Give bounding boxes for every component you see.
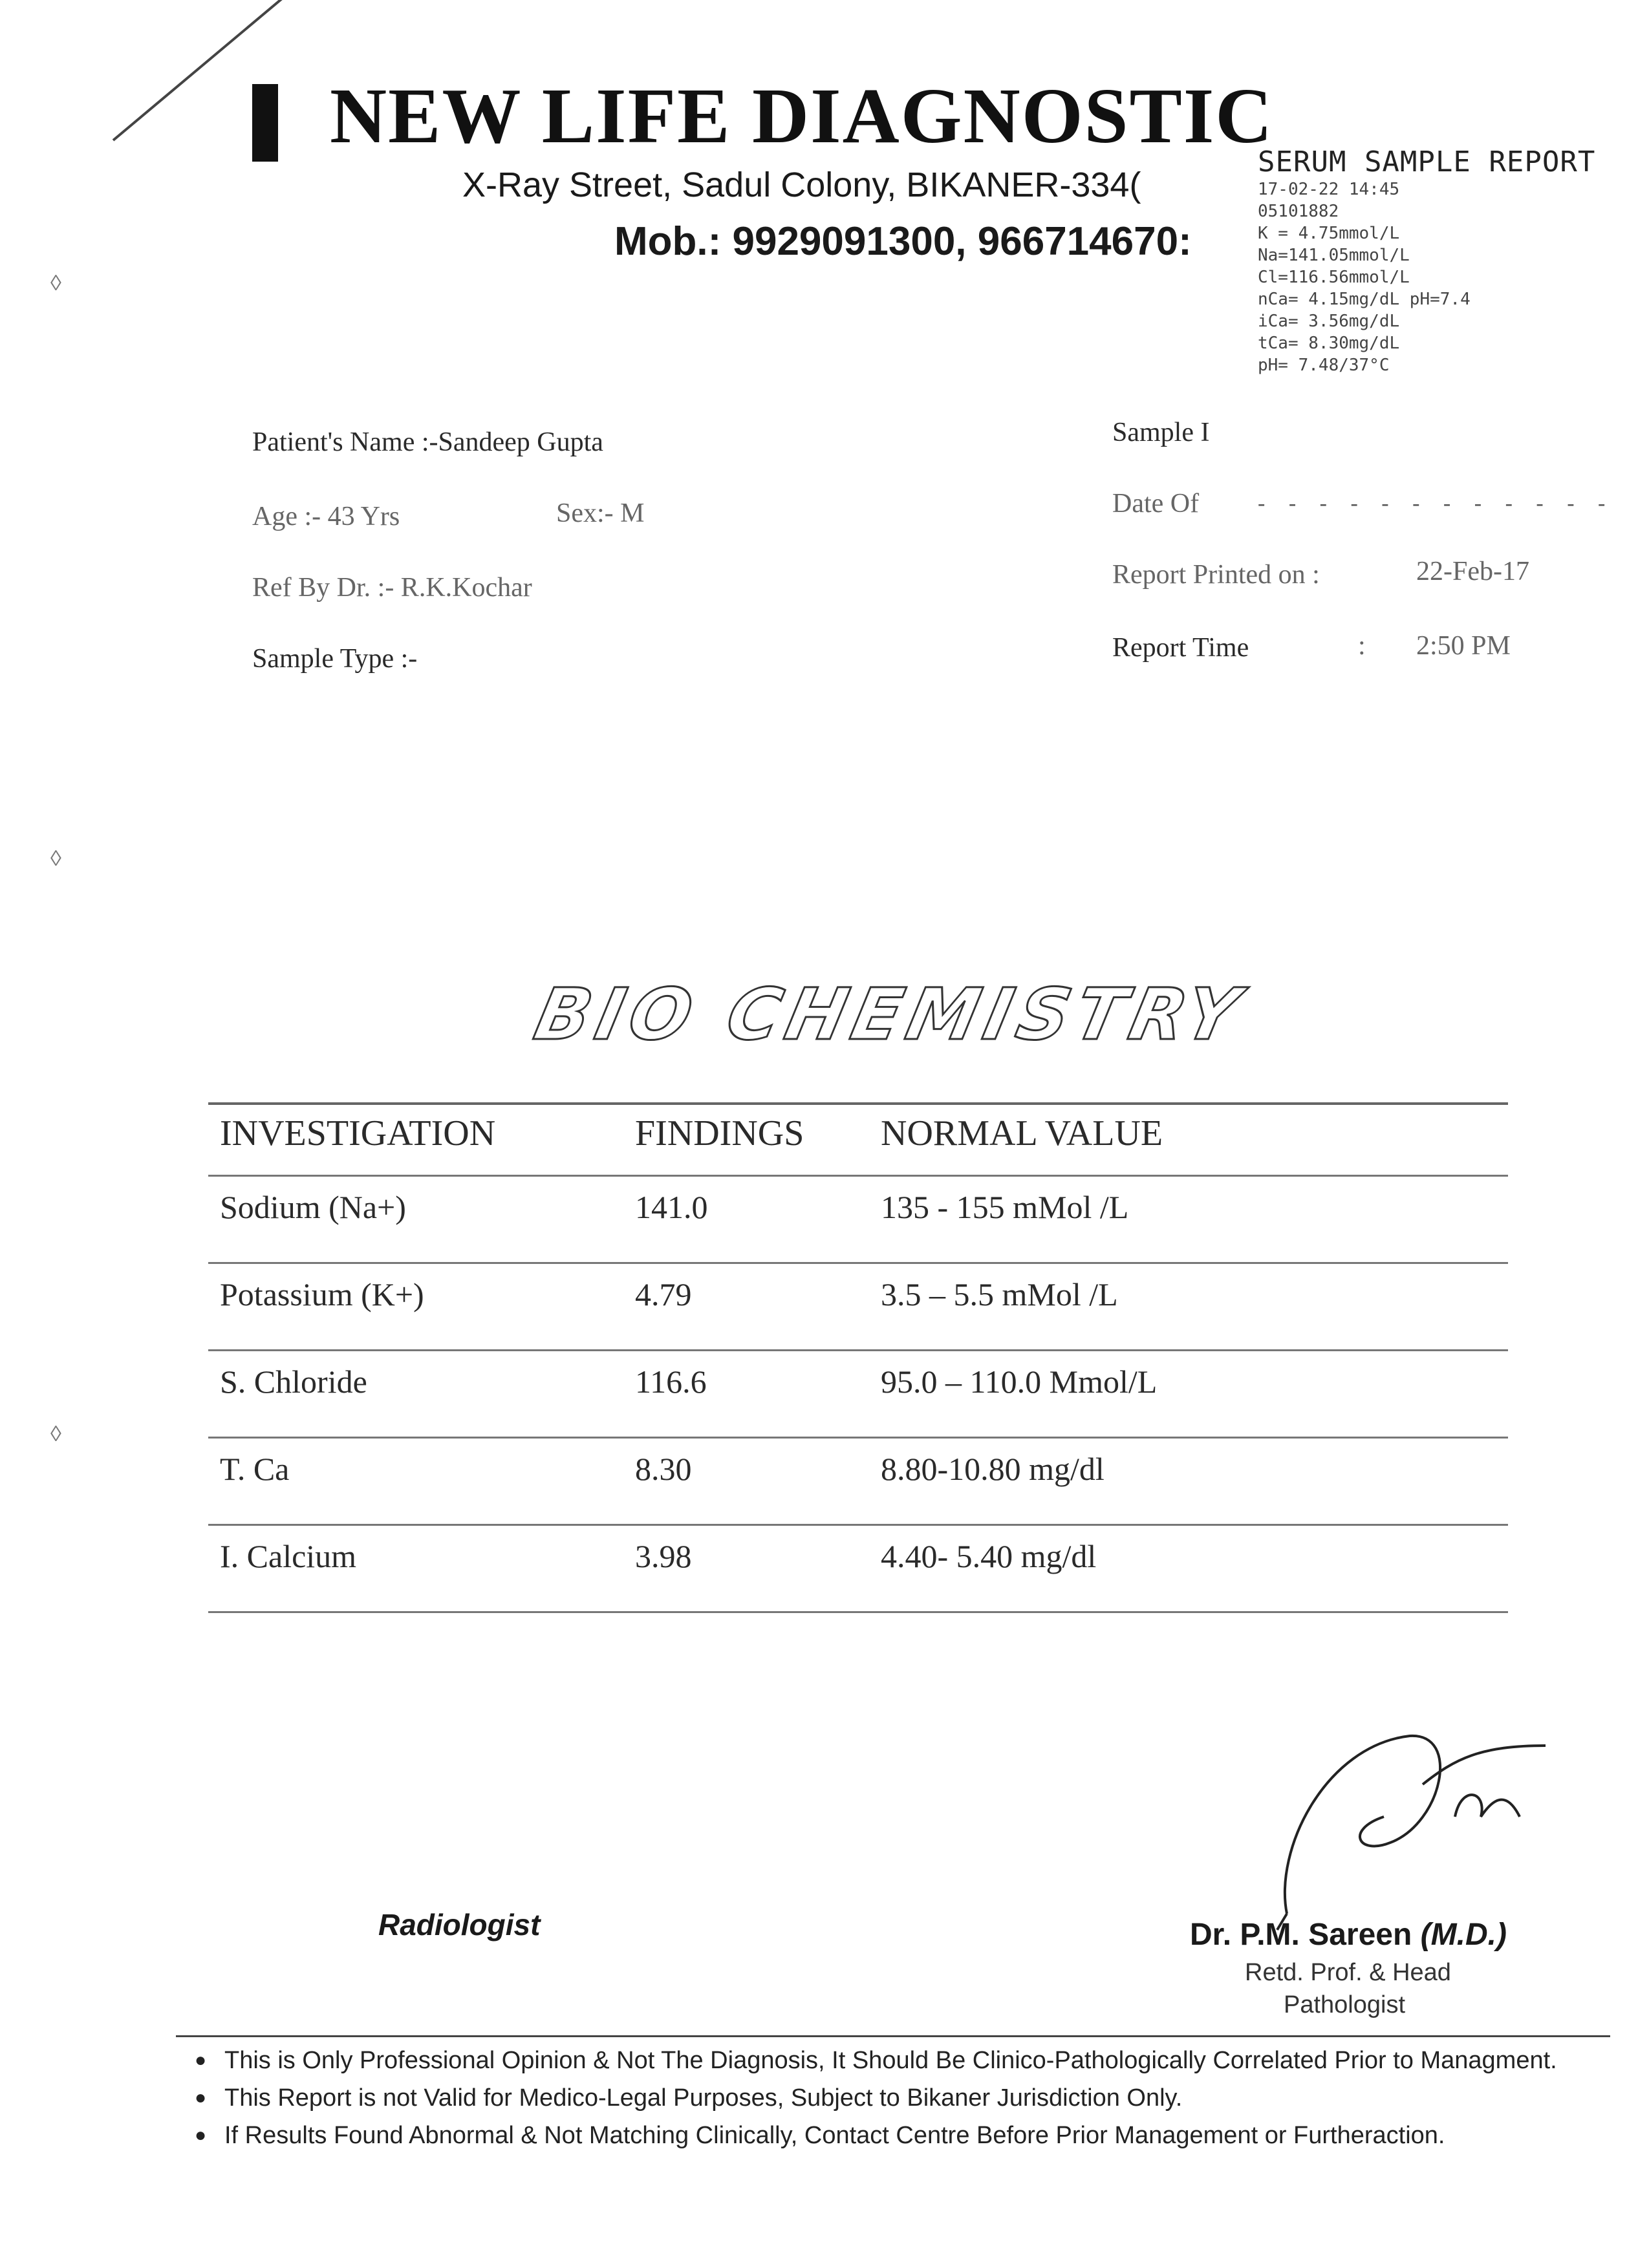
footer-note-text: If Results Found Abnormal & Not Matching Clinically, Contact Centre Before Prior Management or Furtheraction. — [224, 2122, 1445, 2149]
slip-line: Na=141.05mmol/L — [1258, 246, 1410, 265]
slip-line: K = 4.75mmol/L — [1258, 224, 1400, 243]
slip-line: iCa= 3.56mg/dL — [1258, 312, 1400, 331]
slip-line: nCa= 4.15mg/dL pH=7.4 — [1258, 290, 1471, 309]
patient-age: Age :- 43 Yrs — [252, 502, 400, 531]
normal-value-cell: 95.0 – 110.0 Mmol/L — [881, 1364, 1158, 1400]
investigation-cell: Potassium (K+) — [220, 1276, 424, 1312]
finding-cell: 8.30 — [635, 1451, 692, 1487]
results-table — [208, 1102, 1508, 1613]
report-printed-value: 22-Feb-17 — [1416, 557, 1529, 586]
sample-type: Sample Type :- — [252, 644, 418, 674]
lab-phone: Mob.: 9929091300, 966714670: — [614, 219, 1192, 264]
column-header-findings: FINDINGS — [635, 1113, 804, 1153]
footer-note-text: This is Only Professional Opinion & Not The Diagnosis, It Should Be Clinico-Pathologically Correlated Prior to Managment. — [224, 2047, 1557, 2074]
doctor-title: Retd. Prof. & Head — [1245, 1959, 1451, 1986]
normal-value-cell: 135 - 155 mMol /L — [881, 1189, 1129, 1225]
doctor-degree: (M.D.) — [1420, 1918, 1507, 1952]
report-time-value: 2:50 PM — [1416, 631, 1511, 661]
table-row — [208, 1262, 1508, 1349]
lab-name: NEW LIFE DIAGNOSTIC — [330, 72, 1274, 160]
column-header-investigation: INVESTIGATION — [220, 1113, 496, 1153]
handwritten-signature — [1248, 1720, 1571, 1933]
table-header-row — [208, 1102, 1508, 1175]
finding-cell: 4.79 — [635, 1276, 692, 1312]
normal-value-cell: 8.80-10.80 mg/dl — [881, 1451, 1105, 1487]
slip-line: 17-02-22 14:45 — [1258, 180, 1400, 199]
table-row — [208, 1437, 1508, 1524]
footer-note-text: This Report is not Valid for Medico-Legal Purposes, Subject to Bikaner Jurisdiction Only. — [224, 2084, 1183, 2112]
scan-mark: ◊ — [50, 847, 61, 871]
logo-slash — [113, 0, 318, 142]
scan-mark: ◊ — [50, 1422, 61, 1446]
footer-divider — [176, 2035, 1610, 2037]
report-printed-label: Report Printed on : — [1112, 560, 1320, 590]
bullet-icon: ● — [195, 2087, 207, 2108]
footer-notes — [191, 2042, 1626, 2154]
patient-sex: Sex:- M — [556, 498, 645, 528]
doctor-prefix: Dr. — [1190, 1918, 1240, 1952]
report-time-colon: : — [1358, 631, 1366, 661]
slip-line: 05101882 — [1258, 202, 1339, 221]
normal-value-cell: 4.40- 5.40 mg/dl — [881, 1538, 1097, 1574]
table-row — [208, 1524, 1508, 1613]
bullet-icon: ● — [195, 2124, 207, 2146]
investigation-cell: S. Chloride — [220, 1364, 367, 1400]
slip-title: SERUM SAMPLE REPORT — [1258, 145, 1596, 178]
date-value: - - - - - - - - - - - - — [1258, 491, 1615, 515]
finding-cell: 141.0 — [635, 1189, 708, 1225]
sample-id-label: Sample I — [1112, 418, 1210, 447]
footer-note — [191, 2117, 1626, 2154]
patient-name: Patient's Name :-Sandeep Gupta — [252, 427, 603, 457]
report-time-label: Report Time — [1112, 633, 1249, 663]
radiologist-label: Radiologist — [378, 1908, 541, 1942]
footer-note — [191, 2042, 1626, 2079]
investigation-cell: T. Ca — [220, 1451, 290, 1487]
normal-value-cell: 3.5 – 5.5 mMol /L — [881, 1276, 1118, 1312]
scan-mark: ◊ — [50, 272, 61, 295]
table-row — [208, 1175, 1508, 1262]
investigation-cell: I. Calcium — [220, 1538, 357, 1574]
finding-cell: 3.98 — [635, 1538, 692, 1574]
finding-cell: 116.6 — [635, 1364, 707, 1400]
doctor-name — [1190, 1917, 1507, 1952]
logo-mark — [252, 84, 278, 162]
serum-sample-slip — [1258, 145, 1594, 376]
table-row — [208, 1349, 1508, 1437]
lab-address: X-Ray Street, Sadul Colony, BIKANER-334( — [462, 166, 1141, 204]
doctor-name-text: P.M. Sareen — [1240, 1918, 1412, 1952]
date-label: Date Of — [1112, 489, 1200, 519]
investigation-cell: Sodium (Na+) — [220, 1189, 406, 1225]
bullet-icon: ● — [195, 2049, 207, 2071]
column-header-normal-value: NORMAL VALUE — [881, 1113, 1163, 1153]
footer-note — [191, 2079, 1626, 2117]
doctor-subtitle: Pathologist — [1284, 1991, 1406, 2018]
referred-by: Ref By Dr. :- R.K.Kochar — [252, 573, 532, 603]
slip-line: tCa= 8.30mg/dL — [1258, 334, 1400, 353]
section-title: BIO CHEMISTRY — [528, 973, 1253, 1056]
slip-line: Cl=116.56mmol/L — [1258, 268, 1410, 287]
slip-line: pH= 7.48/37°C — [1258, 356, 1390, 375]
